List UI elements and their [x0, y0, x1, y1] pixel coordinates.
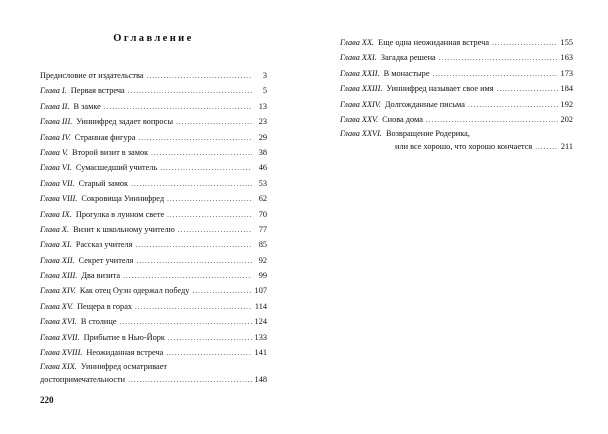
- dot-leader: [426, 113, 558, 128]
- dot-leader: [468, 98, 558, 113]
- chapter-label: Глава XIII.: [40, 271, 78, 281]
- chapter-label: Глава XXI.: [340, 53, 377, 63]
- chapter-page: 163: [560, 53, 573, 63]
- toc-entry: [340, 66, 573, 81]
- chapter-page: 107: [254, 286, 267, 296]
- toc-entry: [40, 130, 267, 145]
- chapter-title: Два визита: [81, 271, 121, 281]
- chapter-page: 3: [262, 71, 267, 80]
- chapter-page: 23: [258, 117, 267, 127]
- chapter-title: Еще одна неожиданная встреча: [378, 38, 490, 47]
- dot-leader: [167, 208, 252, 223]
- toc-entry: [340, 127, 573, 155]
- dot-leader: [439, 51, 558, 66]
- chapter-label: Глава XXV.: [340, 114, 379, 124]
- dot-leader: [176, 115, 252, 130]
- chapter-page: 114: [254, 301, 267, 311]
- toc-entry: [340, 112, 573, 127]
- dot-leader: [160, 161, 252, 176]
- dot-leader: [128, 374, 251, 387]
- chapter-label: Глава XI.: [40, 240, 72, 250]
- dot-leader: [192, 284, 251, 299]
- chapter-title: В монастыре: [383, 68, 430, 78]
- toc-entry: [40, 299, 267, 314]
- chapter-label: Глава II.: [40, 101, 70, 111]
- chapter-label: Глава X.: [40, 224, 70, 234]
- chapter-title: Снова дома: [382, 114, 423, 124]
- dot-leader: [128, 84, 252, 99]
- chapter-page: 38: [258, 147, 267, 157]
- toc-entry: [40, 99, 267, 114]
- chapter-title: Предисловие от издательства: [40, 71, 144, 80]
- dot-leader: [119, 315, 251, 330]
- chapter-title: Странная фигура: [74, 132, 136, 142]
- chapter-page: 173: [560, 68, 573, 78]
- chapter-page: 92: [258, 255, 267, 265]
- dot-leader: [104, 100, 252, 115]
- chapter-label: Глава IV.: [40, 132, 71, 142]
- toc-entry: [40, 268, 267, 283]
- chapter-page: 211: [560, 141, 573, 151]
- chapter-title: Прибытие в Нью-Йорк: [83, 332, 165, 342]
- toc-entry: [40, 145, 267, 160]
- dot-leader: [131, 177, 252, 192]
- dot-leader: [135, 300, 252, 315]
- chapter-page: 202: [560, 114, 573, 124]
- chapter-label: Глава XXVI.: [340, 129, 382, 139]
- dot-leader: [138, 131, 252, 146]
- chapter-title: Пещера в горах: [77, 301, 133, 311]
- toc-entry-line: [40, 374, 267, 387]
- toc-entry: [40, 83, 267, 98]
- toc-title: Оглавление: [113, 33, 194, 44]
- toc-entry: [340, 35, 573, 50]
- chapter-page: 70: [258, 209, 267, 219]
- chapter-title: Возвращение Родерика,: [385, 129, 470, 139]
- chapter-label: Глава XV.: [40, 301, 74, 311]
- chapter-page: 85: [258, 240, 267, 250]
- dot-leader: [535, 141, 558, 154]
- dot-leader: [178, 223, 252, 238]
- chapter-title: Сумасшедший учитель: [75, 163, 158, 173]
- toc-entry: [40, 68, 267, 83]
- toc-entry: [40, 314, 267, 329]
- chapter-title: Уиннифред называет свое имя: [386, 84, 494, 94]
- dot-leader: [147, 69, 253, 84]
- toc-list-left: [40, 68, 267, 388]
- toc-entry: [40, 330, 267, 345]
- dot-leader: [433, 67, 558, 82]
- chapter-label: Глава XVII.: [40, 332, 80, 342]
- toc-entry: [340, 81, 573, 96]
- right-page: [304, 0, 608, 434]
- chapter-label: Глава XXIII.: [340, 84, 383, 94]
- chapter-title: Первая встреча: [70, 86, 125, 96]
- chapter-title: Прогулка в лунном свете: [75, 209, 165, 219]
- chapter-label: Глава VII.: [40, 178, 75, 188]
- toc-entry-line: [340, 128, 573, 141]
- toc-entry: [40, 345, 267, 360]
- toc-entry: [40, 253, 267, 268]
- toc-entry: [40, 222, 267, 237]
- toc-entry: [340, 50, 573, 65]
- chapter-label: Глава XIV.: [40, 286, 76, 296]
- chapter-page: 77: [258, 224, 267, 234]
- toc-entry: [40, 160, 267, 175]
- dot-leader: [497, 82, 558, 97]
- chapter-label: Глава XII.: [40, 255, 75, 265]
- chapter-label: Глава IX.: [40, 209, 72, 219]
- dot-leader: [123, 269, 252, 284]
- chapter-title: Загадка решена: [380, 53, 436, 63]
- toc-list-right: [340, 35, 573, 155]
- chapter-page: 133: [254, 332, 267, 342]
- chapter-label: Глава VIII.: [40, 194, 78, 204]
- chapter-page: 5: [262, 86, 267, 96]
- toc-entry: [40, 114, 267, 129]
- chapter-label: Глава XX.: [340, 38, 375, 47]
- dot-leader: [135, 238, 252, 253]
- chapter-label: Глава XVI.: [40, 317, 77, 327]
- chapter-label: Глава VI.: [40, 163, 72, 173]
- dot-leader: [168, 331, 252, 346]
- chapter-label: Глава XIX.: [40, 362, 77, 372]
- chapter-page: 53: [258, 178, 267, 188]
- chapter-title: В столице: [80, 317, 117, 327]
- chapter-title: Старый замок: [78, 178, 129, 188]
- dot-leader: [137, 254, 253, 269]
- chapter-page: 184: [560, 84, 573, 94]
- toc-entry: [340, 97, 573, 112]
- chapter-title: Долгожданные письма: [384, 99, 465, 109]
- chapter-page: 62: [258, 194, 267, 204]
- chapter-page: 13: [258, 101, 267, 111]
- chapter-page: 29: [258, 132, 267, 142]
- chapter-page: 141: [254, 348, 267, 358]
- chapter-title-continued: или все хорошо, что хорошо кончается: [395, 141, 533, 151]
- chapter-page: 124: [254, 317, 267, 327]
- chapter-label: Глава XXII.: [340, 68, 380, 78]
- dot-leader: [167, 192, 252, 207]
- chapter-title: Секрет учителя: [78, 255, 134, 265]
- chapter-label: Глава V.: [40, 147, 68, 157]
- chapter-title: Неожиданная встреча: [86, 348, 164, 358]
- chapter-page: 192: [560, 99, 573, 109]
- chapter-page: 155: [560, 38, 573, 47]
- toc-entry: [40, 237, 267, 252]
- dot-leader: [492, 36, 558, 51]
- chapter-title: Как отец Оуэн одержал победу: [79, 286, 190, 296]
- chapter-page: 46: [258, 163, 267, 173]
- dot-leader: [151, 146, 252, 161]
- dot-leader: [166, 346, 251, 361]
- toc-entry-line: [40, 361, 267, 374]
- chapter-label: Глава XVIII.: [40, 348, 83, 358]
- toc-entry: [40, 191, 267, 206]
- chapter-label: Глава XXIV.: [340, 99, 381, 109]
- chapter-label: Глава III.: [40, 117, 73, 127]
- toc-entry-line: [340, 141, 573, 154]
- chapter-page: 148: [254, 375, 267, 385]
- chapter-title: Визит к школьному учителю: [73, 224, 175, 234]
- toc-entry: [40, 360, 267, 388]
- chapter-title: Уиннифред задает вопросы: [76, 117, 174, 127]
- chapter-page: 99: [258, 271, 267, 281]
- toc-entry: [40, 207, 267, 222]
- chapter-title: Сокровища Уиннифред: [81, 194, 165, 204]
- chapter-title: Второй визит в замок: [72, 147, 149, 157]
- page-number: 220: [40, 395, 54, 405]
- chapter-title: В замке: [73, 101, 101, 111]
- toc-entry: [40, 176, 267, 191]
- chapter-title: Рассказ учителя: [75, 240, 133, 250]
- toc-entry: [40, 283, 267, 298]
- chapter-title: Уиннифред осматривает: [80, 362, 168, 372]
- chapter-label: Глава I.: [40, 86, 67, 96]
- chapter-title-continued: достопримечательности: [40, 375, 126, 385]
